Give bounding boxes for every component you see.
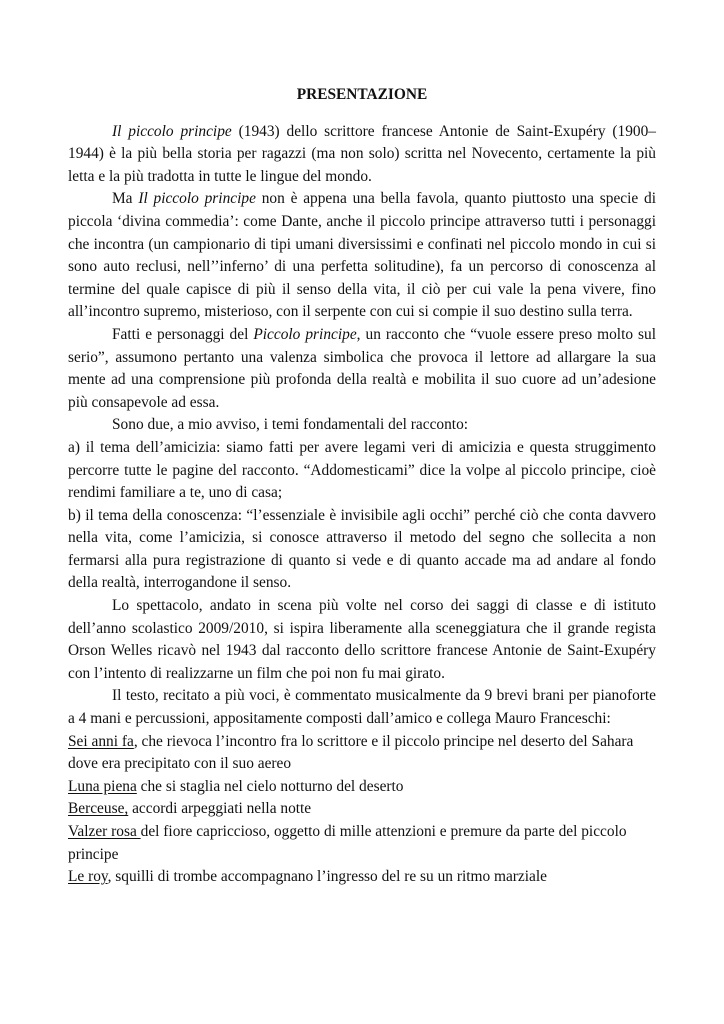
list-item — [68, 866, 656, 889]
paragraph-divina-commedia — [68, 188, 656, 324]
list-item — [68, 776, 656, 799]
piece-name: Luna piena — [68, 777, 137, 795]
paragraph-tema-conoscenza: b) il tema della conoscenza: “l’essenziale è invisibile agli occhi” perché ciò che conta davvero nella vita, come l’amicizia, si conosce attraverso il metodo del segno che sollecita a non fermarsi alla pura registrazione di quanto si vede e di quanto accade ma ad andare al fondo della realtà, interrogandone il senso. — [68, 506, 656, 592]
paragraph-simbolica — [68, 324, 656, 414]
book-title: Il piccolo principe — [138, 190, 256, 208]
paragraph-testo: Il testo, recitato a più voci, è commentato musicalmente da 9 brevi brani per pianoforte a 4 mani e percussioni, appositamente composti dall’amico e collega Mauro Franceschi: — [68, 687, 656, 728]
piece-name: Berceuse, — [68, 800, 129, 818]
paragraph-lead: Fatti e personaggi del — [112, 325, 254, 343]
book-title: Piccolo principe — [253, 325, 357, 343]
paragraph-text: , un racconto che “vuole essere preso molto sul serio”, assumono pertanto una valenza simbolica che provoca il lettore ad allargare la sua mente ad una comprensione più profonda della realtà e mobilita il suo cuore ad un’adesione più consapevole ad essa. — [68, 325, 656, 411]
book-title: Il piccolo principe — [112, 122, 232, 140]
list-item — [68, 798, 656, 821]
piece-desc: del fiore capriccioso, oggetto di mille attenzioni e premure da parte del piccolo principe — [68, 823, 627, 863]
page-title: PRESENTAZIONE — [296, 86, 428, 103]
paragraph-spettacolo: Lo spettacolo, andato in scena più volte nel corso dei saggi di classe e di istituto dell’anno scolastico 2009/2010, si ispira liberamente alla sceneggiatura che il grande regista Orson Welles ricavò nel 1943 dal racconto dello scrittore francese Antonie de Saint-Exupéry con l’intento di realizzarne un film che poi non fu mai girato. — [68, 597, 656, 682]
piece-desc: , squilli di trombe accompagnano l’ingresso del re su un ritmo marziale — [107, 868, 547, 886]
list-item — [68, 731, 656, 776]
piece-name: Sei anni fa — [68, 732, 134, 750]
paragraph-text: non è appena una bella favola, quanto piuttosto una specie di piccola ‘divina commedia’: come Dante, anche il piccolo principe attraverso tutti i personaggi che incontra (un campionario di tipi umani diversissimi e confinati nel piccolo mondo in cui si sono auto reclusi, nell’’inferno’ di una perfetta solitudine), fa un percorso di conoscenza al termine del quale capisce di più il senso della vita, il ciò per cui vale la pena vivere, fino all’incontro supremo, misterioso, con il serpente con cui si compie il suo destino sulla terra. — [68, 190, 656, 321]
paragraph-intro — [68, 121, 656, 189]
paragraph-text: (1943) dello scrittore francese Antonie de Saint-Exupéry (1900–1944) è la più bella storia per ragazzi (ma non solo) scritta nel Novecento, certamente la più letta e la più tradotta in tutte le lingue del mondo. — [68, 122, 656, 185]
piece-desc: accordi arpeggiati nella notte — [128, 800, 312, 818]
piece-desc: che si staglia nel cielo notturno del deserto — [136, 777, 404, 795]
piece-desc: , che rievoca l’incontro fra lo scrittore e il piccolo principe nel deserto del Sahara dove era precipitato con il suo aereo — [68, 732, 634, 773]
piece-name: Valzer rosa — [68, 823, 141, 840]
paragraph-temi: Sono due, a mio avviso, i temi fondamentali del racconto: — [112, 416, 469, 434]
list-item — [68, 821, 656, 866]
piece-name: Le roy — [68, 868, 108, 886]
paragraph-lead: Ma — [112, 190, 139, 208]
paragraph-tema-amicizia: a) il tema dell’amicizia: siamo fatti per avere legami veri di amicizia e questa struggimento percorre tutte le pagine del racconto. “Addomesticami” dice la volpe al piccolo principe, cioè rendimi familiare a te, uno di casa; — [68, 438, 656, 502]
document-page — [68, 84, 656, 889]
